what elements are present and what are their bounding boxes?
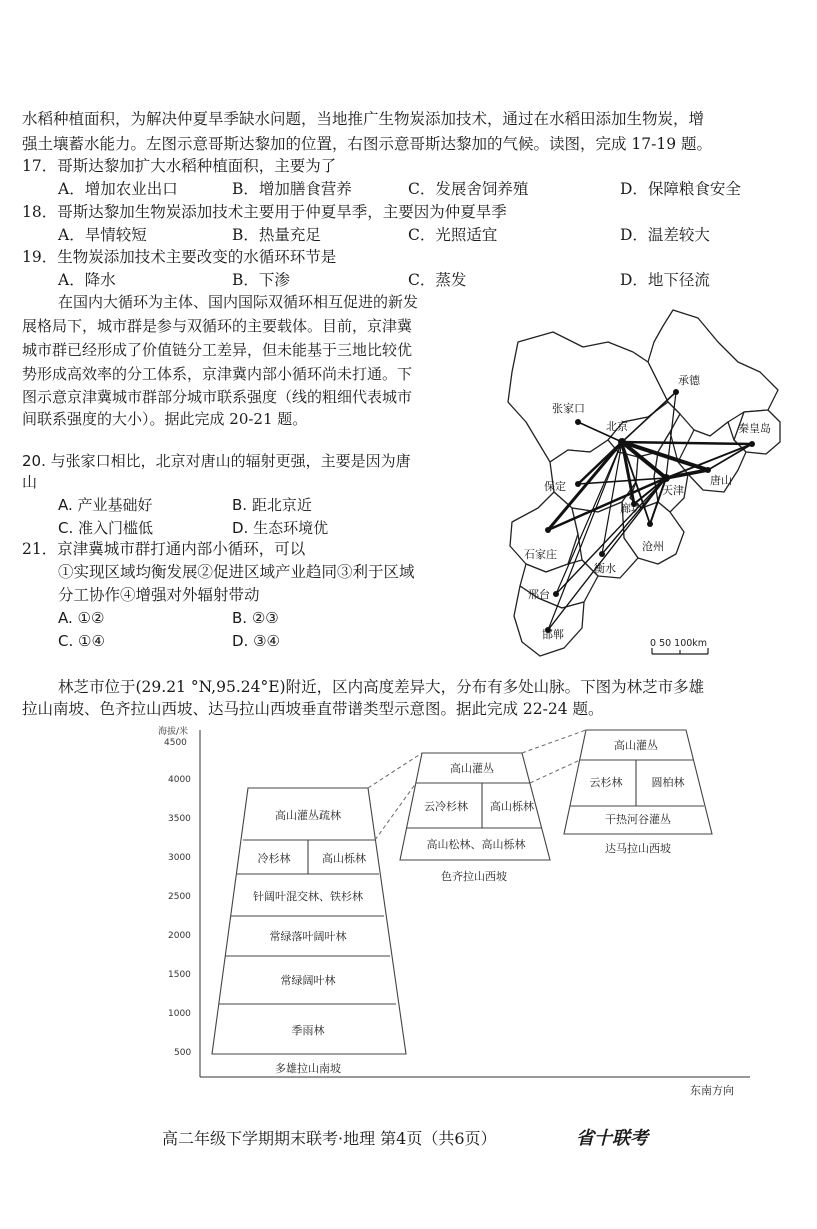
city-dot-qinhuangdao <box>749 441 755 447</box>
city-label-zhangjiakou: 张家口 <box>552 402 585 415</box>
q21-option-b: B. ②③ <box>232 609 279 627</box>
passage2-line-5: 图示意京津冀城市群部分城市联系强度（线的粗细代表城市 <box>22 388 413 406</box>
city-label-qinhuangdao: 秦皇岛 <box>738 422 771 435</box>
city-label-tangshan: 唐山 <box>710 474 732 487</box>
dama-belt-4: 干热河谷灌丛 <box>605 813 671 826</box>
q18-option-d: D．温差较大 <box>620 226 710 244</box>
ytick-2500: 2500 <box>168 892 191 902</box>
city-dot-zhangjiakou <box>575 419 581 425</box>
city-label-baoding: 保定 <box>544 480 566 493</box>
duoxiong-belt-2: 冷杉林 <box>257 852 291 865</box>
q17-option-b: B．增加膳食营养 <box>232 180 352 198</box>
duoxiong-belt-7: 季雨林 <box>291 1024 325 1037</box>
city-dot-chengde <box>673 389 679 395</box>
q19-option-b: B．下渗 <box>232 271 290 289</box>
passage2-line-2: 展格局下，城市群是参与双循环的主要载体。目前，京津冀 <box>22 317 413 335</box>
passage2-line-3: 城市群已经形成了价值链分工差异，但未能基于三地比较优 <box>22 341 413 359</box>
q21-stem: 21．京津冀城市群打通内部小循环，可以 <box>22 540 306 558</box>
seqi-belt-3: 高山栎林 <box>490 800 534 813</box>
scale-label: 0 50 100km <box>650 638 708 649</box>
city-label-shijiazhuang: 石家庄 <box>524 548 557 561</box>
ytick-4500: 4500 <box>164 738 187 748</box>
dama-name: 达马拉山西坡 <box>605 842 671 855</box>
q18-option-a: A．旱情较短 <box>58 226 147 244</box>
brand-mark: 省十联考 <box>576 1128 648 1149</box>
city-label-tianjin: 天津 <box>662 484 684 497</box>
city-dot-hengshui <box>599 551 605 557</box>
city-label-xingtai: 邢台 <box>528 588 550 601</box>
city-label-langfang: 廊坊 <box>620 502 642 515</box>
ytick-2000: 2000 <box>168 931 191 941</box>
q18-option-b: B．热量充足 <box>232 226 321 244</box>
jingjinji-map <box>498 302 798 668</box>
q17-option-a: A．增加农业出口 <box>58 180 178 198</box>
q19-option-d: D．地下径流 <box>620 271 710 289</box>
passage2-line-4: 势形成高效率的分工体系，京津冀内部小循环尚未打通。下 <box>22 365 413 383</box>
city-label-handan: 邯郸 <box>542 628 564 641</box>
vertical-zonation-diagram <box>150 722 770 1102</box>
city-dot-baoding <box>575 481 581 487</box>
passage2-line-6: 间联系强度的大小）。据此完成 20-21 题。 <box>22 410 308 428</box>
duoxiong-name: 多雄拉山南坡 <box>275 1062 341 1075</box>
duoxiong-belt-6: 常绿阔叶林 <box>280 974 336 987</box>
dama-belt-3: 圆柏林 <box>651 776 685 789</box>
q18-option-c: C．光照适宜 <box>408 226 498 244</box>
q20-option-c: C. 准入门槛低 <box>58 519 154 537</box>
q20-option-d: D. 生态环境优 <box>232 519 329 537</box>
q17-option-d: D．保障粮食安全 <box>620 180 741 198</box>
q19-stem: 19．生物炭添加技术主要改变的水循环环节是 <box>22 248 337 266</box>
city-dot-tangshan <box>705 467 711 473</box>
q20-stem-2: 山 <box>22 473 38 491</box>
passage3-line-2: 拉山南坡、色齐拉山西坡、达马拉山西坡垂直带谱类型示意图。据此完成 22-24 题。 <box>22 700 604 718</box>
q19-option-c: C．蒸发 <box>408 271 467 289</box>
q19-option-a: A．降水 <box>58 271 116 289</box>
city-dot-beijing <box>618 438 626 446</box>
city-label-beijing: 北京 <box>606 420 628 433</box>
duoxiong-belt-3: 高山栎林 <box>322 852 366 865</box>
seqi-belt-1: 高山灌丛 <box>450 762 494 775</box>
q21-option-a: A. ①② <box>58 609 105 627</box>
scale-bar <box>650 638 708 654</box>
city-label-hengshui: 衡水 <box>594 562 616 575</box>
ytick-3500: 3500 <box>168 814 191 824</box>
intro-line-1: 水稻种植面积，为解决仲夏旱季缺水问题，当地推广生物炭添加技术，通过在水稻田添加生物炭，增 <box>22 110 705 128</box>
dama-belt-2: 云杉林 <box>589 776 623 789</box>
ytick-4000: 4000 <box>168 775 191 785</box>
seqi-name: 色齐拉山西坡 <box>441 870 507 883</box>
duoxiong-belt-1: 高山灌丛疏林 <box>275 809 341 822</box>
ytick-1500: 1500 <box>168 970 191 980</box>
passage2-line-1: 在国内大循环为主体、国内国际双循环相互促进的新发 <box>58 293 419 311</box>
xaxis-label: 东南方向 <box>690 1084 734 1097</box>
q20-option-b: B. 距北京近 <box>232 496 312 514</box>
city-dot-shijiazhuang <box>545 527 551 533</box>
seqi-belt-2: 云冷杉林 <box>424 800 468 813</box>
ytick-1000: 1000 <box>168 1009 191 1019</box>
q21-line-2: 分工协作④增强对外辐射带动 <box>58 586 260 604</box>
passage3-line-1: 林芝市位于(29.21 °N,95.24°E)附近，区内高度差异大，分布有多处山脉。下图为林芝市多雄 <box>58 678 705 696</box>
city-label-cangzhou: 沧州 <box>642 540 664 553</box>
page-footer: 高二年级下学期期末联考·地理 第4页（共6页） <box>162 1129 497 1148</box>
city-dot-tianjin <box>662 474 670 482</box>
seqi-belt-4: 高山松林、高山栎林 <box>426 838 526 851</box>
city-dot-xingtai <box>553 591 559 597</box>
q21-line-1: ①实现区域均衡发展②促进区域产业趋同③利于区域 <box>58 563 415 581</box>
q20-stem-1: 20. 与张家口相比，北京对唐山的辐射更强，主要是因为唐 <box>22 452 411 470</box>
yaxis-label: 海拔/米 <box>158 727 189 737</box>
q21-option-d: D. ③④ <box>232 632 280 650</box>
dama-belt-1: 高山灌丛 <box>614 739 658 752</box>
ytick-3000: 3000 <box>168 853 191 863</box>
city-label-chengde: 承德 <box>678 374 700 387</box>
city-dot-cangzhou <box>647 521 653 527</box>
duoxiong-belt-5: 常绿落叶阔叶林 <box>269 930 347 943</box>
duoxiong-belt-4: 针阔叶混交林、铁杉林 <box>253 890 363 903</box>
q17-stem: 17．哥斯达黎加扩大水稻种植面积，主要为了 <box>22 157 337 175</box>
ytick-500: 500 <box>174 1048 192 1058</box>
q20-option-a: A. 产业基础好 <box>58 496 153 514</box>
q17-option-c: C．发展舍饲养殖 <box>408 180 529 198</box>
intro-line-2: 强土壤蓄水能力。左图示意哥斯达黎加的位置，右图示意哥斯达黎加的气候。读图，完成 17-19 题。 <box>22 135 713 153</box>
q21-option-c: C. ①④ <box>58 632 105 650</box>
q18-stem: 18．哥斯达黎加生物炭添加技术主要用于仲夏旱季，主要因为仲夏旱季 <box>22 203 507 221</box>
